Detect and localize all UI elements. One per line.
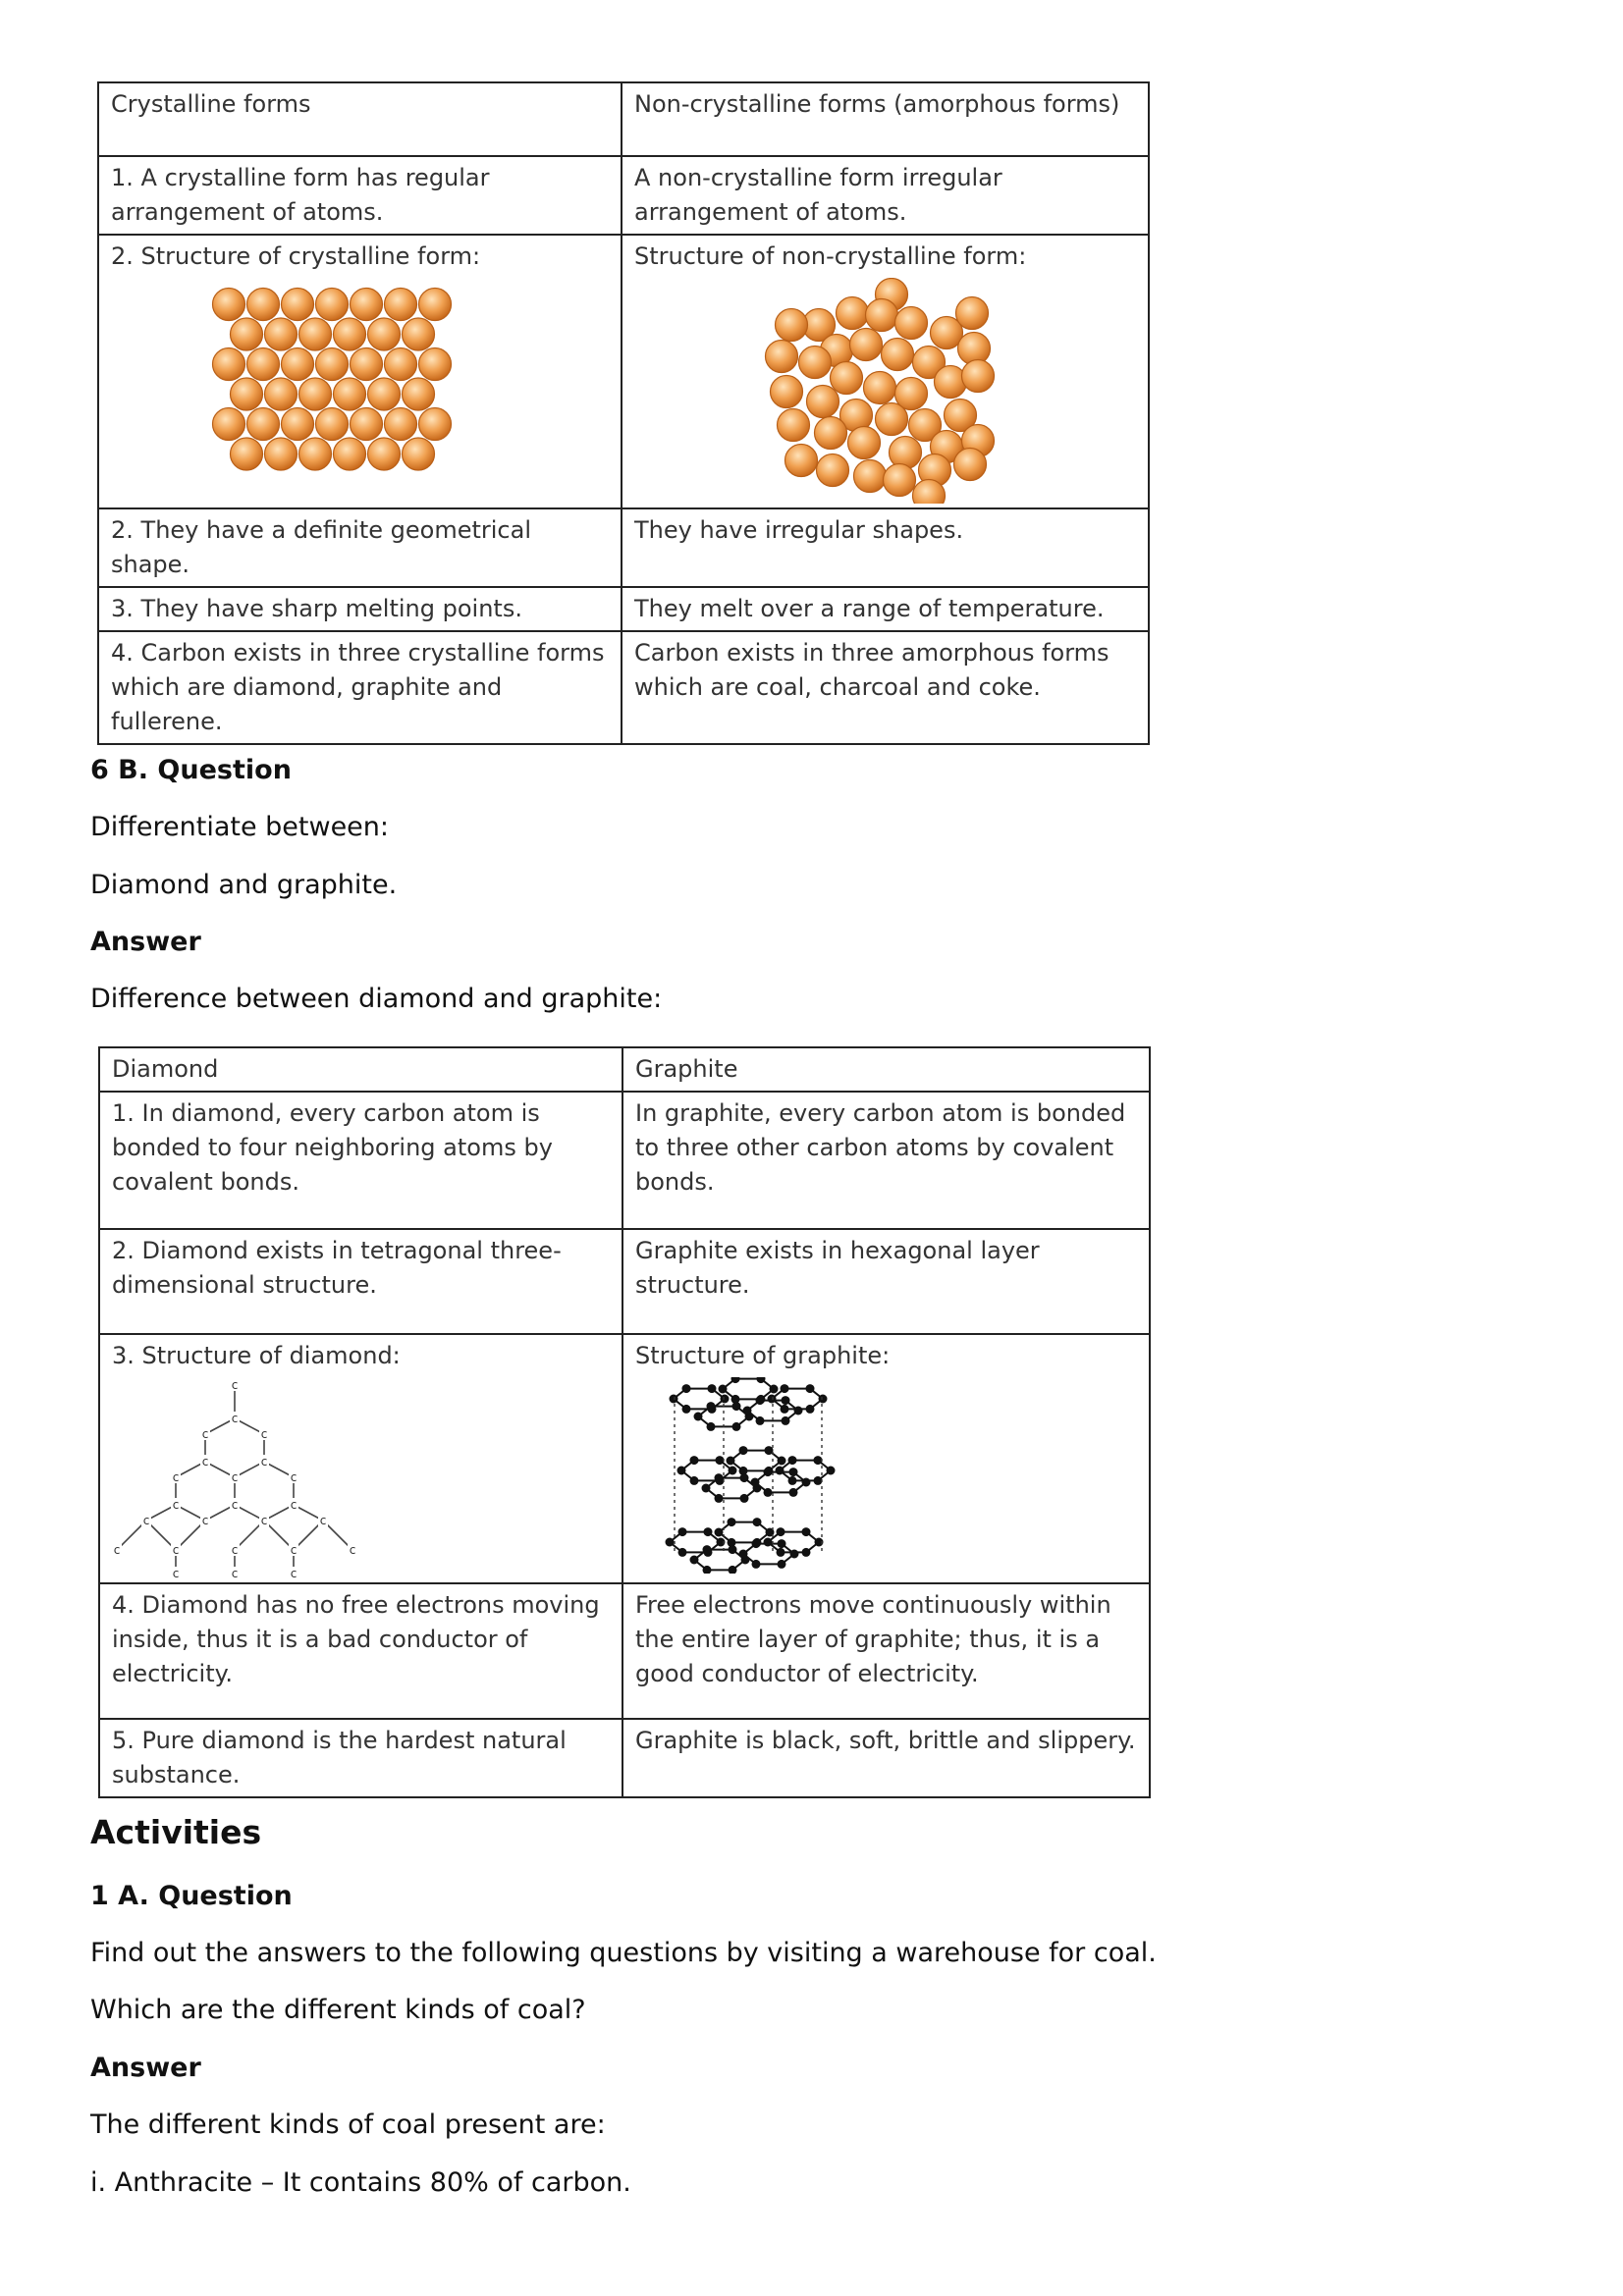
- graphite-structure-figure: [635, 1377, 861, 1574]
- hexagon-ring: [730, 1451, 782, 1471]
- atom-sphere: [776, 309, 808, 342]
- question-text: Which are the different kinds of coal?: [90, 1995, 586, 2025]
- carbon-atom: [782, 1396, 790, 1405]
- atom-label: c: [231, 1470, 239, 1484]
- carbon-atom: [814, 1476, 823, 1485]
- atom-sphere: [231, 318, 263, 350]
- carbon-atom: [778, 1539, 786, 1548]
- carbon-atom: [756, 1396, 765, 1405]
- carbon-atom: [827, 1467, 836, 1475]
- atom-sphere: [334, 438, 366, 470]
- table-header-row: [98, 82, 1149, 156]
- carbon-atom: [721, 1395, 730, 1404]
- carbon-atom: [789, 1468, 798, 1476]
- table-cell: A non-crystalline form irregular arrangement of atoms.: [622, 156, 1149, 235]
- carbon-atom: [715, 1494, 724, 1503]
- atom-sphere: [231, 438, 263, 470]
- table-cell: 1. A crystalline form has regular arrangement of atoms.: [98, 156, 622, 235]
- table-cell: Graphite is black, soft, brittle and slippery.: [622, 1719, 1150, 1797]
- carbon-atom: [690, 1556, 699, 1565]
- atom-sphere: [368, 438, 401, 470]
- atom-sphere: [799, 347, 832, 379]
- carbon-atom: [790, 1550, 799, 1559]
- table-header-cell: Graphite: [622, 1047, 1150, 1092]
- carbon-atom: [814, 1456, 823, 1465]
- carbon-atom: [732, 1402, 741, 1411]
- question-text: Differentiate between:: [90, 812, 390, 842]
- table-header-row: [99, 1047, 1150, 1092]
- atom-sphere: [316, 289, 349, 321]
- table-cell: 1. In diamond, every carbon atom is bonded to four neighboring atoms by covalent bonds.: [99, 1092, 622, 1229]
- atom-label: c: [290, 1498, 298, 1512]
- atom-sphere: [890, 437, 922, 469]
- table-row: [99, 1229, 1150, 1334]
- carbon-atom: [764, 1538, 773, 1547]
- question-title: 6 B. Question: [90, 755, 292, 785]
- carbon-atom: [707, 1422, 716, 1431]
- atom-sphere: [403, 318, 435, 350]
- atom-label: c: [201, 1427, 209, 1441]
- carbon-atom: [782, 1416, 790, 1425]
- table-cell-text: Structure of non-crystalline form:: [634, 242, 1027, 270]
- table-header-cell: Crystalline forms: [98, 82, 622, 156]
- atom-label: c: [172, 1498, 180, 1512]
- atom-sphere: [368, 318, 401, 350]
- carbon-atom: [802, 1478, 811, 1487]
- hexagon-ring: [768, 1532, 819, 1553]
- atom-sphere: [282, 289, 314, 321]
- table-cell-text: 3. Structure of diamond:: [112, 1342, 401, 1369]
- atom-sphere: [282, 408, 314, 441]
- atom-label: c: [172, 1470, 180, 1484]
- atom-sphere: [213, 408, 245, 441]
- atom-sphere: [419, 289, 452, 321]
- table-cell: They melt over a range of temperature.: [622, 587, 1149, 631]
- table-cell-text: Structure of graphite:: [635, 1342, 891, 1369]
- carbon-atom: [743, 1407, 752, 1415]
- table-row: [98, 156, 1149, 235]
- table-cell: Graphite exists in hexagonal layer structure.: [622, 1229, 1150, 1334]
- carbon-atom: [788, 1476, 797, 1485]
- carbon-atom: [765, 1446, 774, 1455]
- atom-sphere: [316, 408, 349, 441]
- carbon-atom: [729, 1467, 737, 1475]
- carbon-atom: [776, 1467, 784, 1475]
- atom-label: c: [142, 1514, 150, 1527]
- carbon-atom: [719, 1385, 728, 1394]
- atom-label: c: [231, 1498, 239, 1512]
- atom-sphere: [247, 289, 280, 321]
- atom-sphere: [247, 408, 280, 441]
- atom-label: c: [231, 1412, 239, 1425]
- carbon-atom: [716, 1456, 725, 1465]
- crystalline-structure-figure: [111, 278, 607, 474]
- table-cell: 4. Carbon exists in three crystalline forms which are diamond, graphite and fullerene.: [98, 631, 622, 744]
- atom-sphere: [385, 289, 417, 321]
- hexagon-ring: [755, 1472, 806, 1493]
- atom-sphere: [895, 307, 928, 340]
- hexagon-ring: [698, 1407, 749, 1427]
- atom-label: c: [260, 1427, 268, 1441]
- table-cell: 3. They have sharp melting points.: [98, 587, 622, 631]
- atom-sphere: [419, 408, 452, 441]
- atom-sphere: [866, 299, 898, 332]
- answer-label: Answer: [90, 927, 201, 957]
- carbon-atom: [768, 1395, 777, 1404]
- hexagon-ring: [772, 1389, 823, 1410]
- atom-sphere: [316, 348, 349, 381]
- carbon-atom: [788, 1456, 797, 1465]
- table-cell: [622, 235, 1149, 508]
- atom-label: c: [231, 1543, 239, 1557]
- atom-sphere: [935, 366, 967, 399]
- atom-sphere: [837, 297, 869, 330]
- table-cell: Free electrons move continuously within the entire layer of graphite; thus, it is a good conductor of electricity.: [622, 1583, 1150, 1719]
- atom-label: c: [231, 1378, 239, 1392]
- atom-sphere: [299, 378, 332, 410]
- carbon-atom: [682, 1384, 691, 1393]
- carbon-atom: [781, 1384, 789, 1393]
- carbon-atom: [806, 1405, 815, 1414]
- atom-sphere: [351, 408, 383, 441]
- carbon-atom: [789, 1488, 798, 1497]
- atom-sphere: [231, 378, 263, 410]
- question-text: Find out the answers to the following questions by visiting a warehouse for coal.: [90, 1938, 1157, 1968]
- atom-sphere: [403, 438, 435, 470]
- section-heading: Activities: [90, 1813, 262, 1851]
- carbon-atom: [777, 1527, 785, 1536]
- carbon-atom: [739, 1550, 748, 1559]
- carbon-atom: [753, 1518, 762, 1526]
- carbon-atom: [729, 1545, 737, 1554]
- atom-sphere: [351, 289, 383, 321]
- answer-text: The different kinds of coal present are:: [90, 2109, 606, 2140]
- carbon-atom: [678, 1548, 687, 1557]
- carbon-atom: [677, 1467, 686, 1475]
- question-text: Diamond and graphite.: [90, 870, 398, 900]
- atom-sphere: [419, 348, 452, 381]
- atom-sphere: [815, 417, 847, 450]
- atom-sphere: [299, 318, 332, 350]
- table-row: [99, 1719, 1150, 1797]
- table-cell: [99, 1334, 622, 1583]
- atom-label: c: [113, 1543, 121, 1557]
- atom-sphere: [785, 445, 818, 477]
- atom-sphere: [884, 464, 916, 497]
- carbon-atom: [670, 1395, 678, 1404]
- atom-sphere: [831, 362, 863, 395]
- carbon-atom: [778, 1560, 786, 1569]
- answer-list-item: i. Anthracite – It contains 80% of carbon.: [90, 2167, 631, 2198]
- atom-sphere: [265, 378, 298, 410]
- carbon-atom: [819, 1395, 828, 1404]
- carbon-atom: [778, 1457, 786, 1466]
- carbon-atom: [690, 1476, 699, 1485]
- atom-sphere: [956, 297, 989, 330]
- atom-sphere: [213, 348, 245, 381]
- atom-sphere: [299, 438, 332, 470]
- diamond-structure-figure: [112, 1377, 367, 1578]
- table-row: [98, 235, 1149, 508]
- atom-sphere: [385, 348, 417, 381]
- atom-label: c: [172, 1567, 180, 1578]
- carbon-atom: [739, 1446, 748, 1455]
- crystalline-comparison-table: [97, 81, 1150, 745]
- table-cell-text: 2. Structure of crystalline form:: [111, 242, 481, 270]
- atom-sphere: [265, 318, 298, 350]
- hexagon-ring: [694, 1550, 745, 1571]
- atom-sphere: [864, 372, 896, 404]
- table-row: [98, 587, 1149, 631]
- carbon-atom: [752, 1539, 761, 1548]
- atom-label: c: [319, 1514, 327, 1527]
- atom-label: c: [201, 1455, 209, 1468]
- amorphous-structure-figure: [634, 278, 1135, 504]
- carbon-atom: [770, 1385, 779, 1394]
- carbon-atom: [794, 1407, 803, 1415]
- atom-label: c: [260, 1514, 268, 1527]
- atom-label: c: [201, 1514, 209, 1527]
- table-row: [98, 508, 1149, 587]
- table-row: [99, 1092, 1150, 1229]
- table-cell: 5. Pure diamond is the hardest natural substance.: [99, 1719, 622, 1797]
- atom-sphere: [771, 376, 803, 408]
- atom-sphere: [403, 378, 435, 410]
- diamond-graphite-table: [98, 1046, 1151, 1798]
- carbon-atom: [728, 1518, 736, 1526]
- hexagon-ring: [723, 1379, 774, 1400]
- hexagon-ring: [719, 1522, 770, 1543]
- carbon-atom: [777, 1548, 785, 1557]
- atom-sphere: [766, 341, 798, 373]
- question-title: 1 A. Question: [90, 1881, 293, 1911]
- atom-label: c: [290, 1470, 298, 1484]
- atom-sphere: [954, 449, 987, 481]
- hexagon-ring: [706, 1478, 757, 1499]
- carbon-atom: [666, 1538, 675, 1547]
- atom-sphere: [368, 378, 401, 410]
- carbon-atom: [740, 1473, 749, 1482]
- carbon-atom: [678, 1527, 687, 1536]
- atom-sphere: [334, 318, 366, 350]
- table-cell: They have irregular shapes.: [622, 508, 1149, 587]
- hexagon-ring: [780, 1461, 831, 1481]
- carbon-atom: [682, 1405, 691, 1414]
- carbon-atom: [751, 1478, 760, 1487]
- atom-sphere: [334, 378, 366, 410]
- table-row: [99, 1334, 1150, 1583]
- atom-sphere: [778, 409, 810, 442]
- atom-label: c: [349, 1543, 356, 1557]
- atom-sphere: [854, 460, 887, 493]
- carbon-atom: [703, 1545, 712, 1554]
- atom-sphere: [850, 329, 883, 361]
- atom-sphere: [848, 427, 881, 459]
- carbon-atom: [715, 1473, 724, 1482]
- table-cell: 4. Diamond has no free electrons moving inside, thus it is a bad conductor of electricity.: [99, 1583, 622, 1719]
- carbon-atom: [707, 1402, 716, 1411]
- atom-sphere: [882, 339, 914, 371]
- hexagon-ring: [743, 1544, 794, 1565]
- carbon-atom: [752, 1560, 761, 1569]
- atom-sphere: [385, 408, 417, 441]
- carbon-atom: [802, 1527, 811, 1536]
- table-cell: 2. They have a definite geometrical shape.: [98, 508, 622, 587]
- carbon-atom: [704, 1527, 713, 1536]
- atom-sphere: [962, 360, 995, 393]
- table-row: [98, 631, 1149, 744]
- answer-label: Answer: [90, 2053, 201, 2083]
- atom-sphere: [876, 403, 908, 436]
- atom-sphere: [351, 348, 383, 381]
- atom-label: c: [231, 1567, 239, 1578]
- carbon-atom: [756, 1416, 765, 1425]
- carbon-atom: [764, 1468, 773, 1476]
- atom-label: c: [172, 1543, 180, 1557]
- atom-sphere: [817, 454, 849, 487]
- table-cell: [98, 235, 622, 508]
- atom-sphere: [247, 348, 280, 381]
- carbon-atom: [764, 1488, 773, 1497]
- table-cell: Carbon exists in three amorphous forms which are coal, charcoal and coke.: [622, 631, 1149, 744]
- atom-sphere: [265, 438, 298, 470]
- atom-label: c: [290, 1543, 298, 1557]
- carbon-atom: [690, 1456, 699, 1465]
- table-cell: In graphite, every carbon atom is bonded to three other carbon atoms by covalent bonds.: [622, 1092, 1150, 1229]
- carbon-atom: [694, 1413, 703, 1421]
- atom-sphere: [282, 348, 314, 381]
- table-cell: [622, 1334, 1150, 1583]
- table-cell: 2. Diamond exists in tetragonal three-dimensional structure.: [99, 1229, 622, 1334]
- carbon-atom: [727, 1457, 735, 1466]
- carbon-atom: [715, 1528, 724, 1537]
- atom-sphere: [807, 386, 839, 418]
- atom-sphere: [213, 289, 245, 321]
- table-header-cell: Diamond: [99, 1047, 622, 1092]
- atom-label: c: [290, 1567, 298, 1578]
- carbon-atom: [806, 1384, 815, 1393]
- carbon-atom: [702, 1484, 711, 1493]
- carbon-atom: [708, 1384, 717, 1393]
- table-row: [99, 1583, 1150, 1719]
- answer-text: Difference between diamond and graphite:: [90, 984, 663, 1014]
- carbon-atom: [802, 1548, 811, 1557]
- atom-label: c: [260, 1455, 268, 1468]
- carbon-atom: [732, 1422, 741, 1431]
- table-header-cell: Non-crystalline forms (amorphous forms): [622, 82, 1149, 156]
- carbon-atom: [740, 1494, 749, 1503]
- carbon-atom: [781, 1405, 789, 1414]
